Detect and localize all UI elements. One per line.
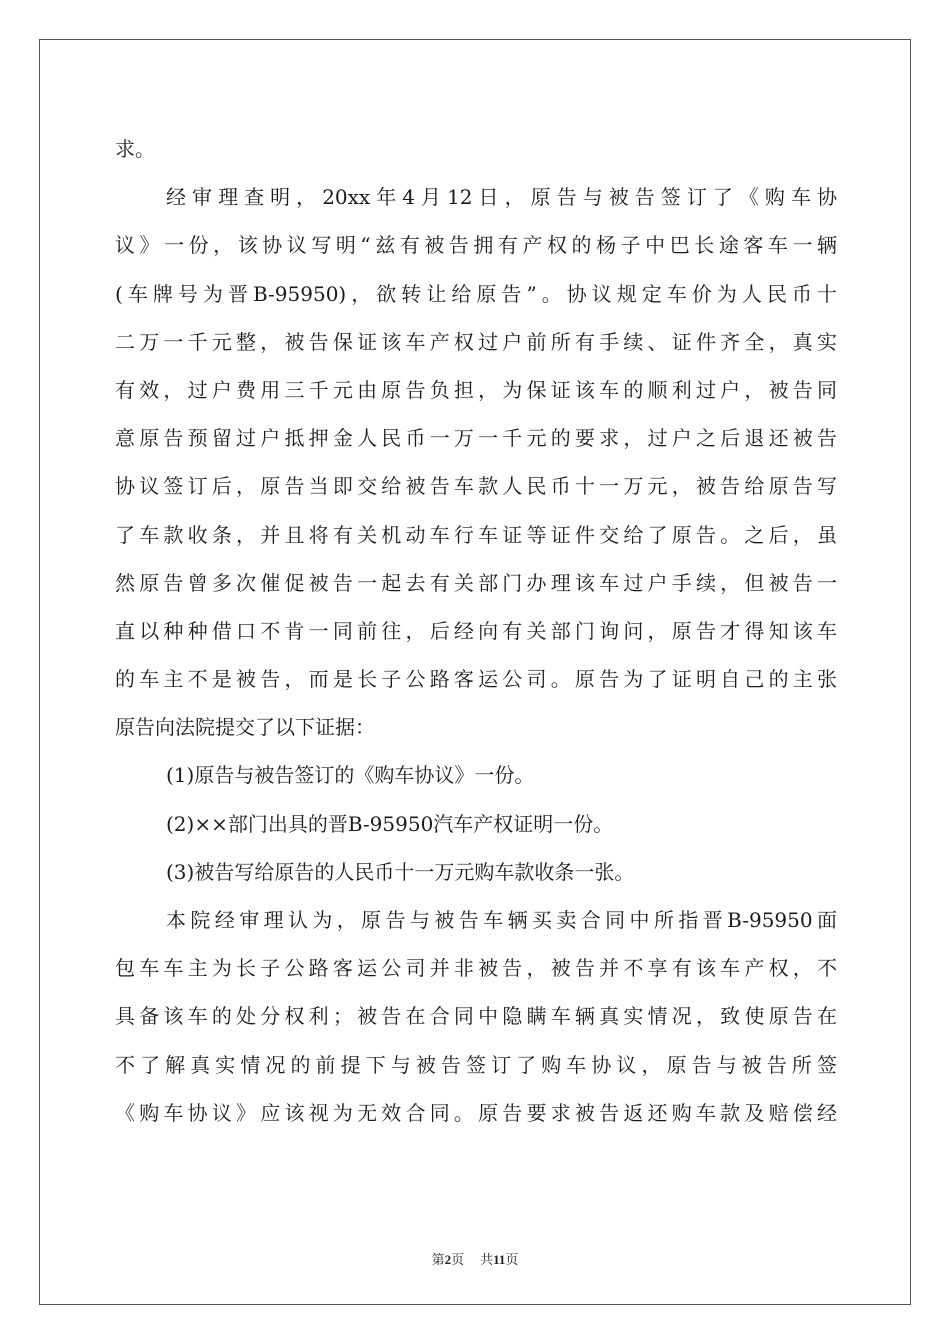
document-body: [115, 125, 837, 1137]
text-line: 直以种种借口不肯一同前往，后经向有关部门询问，原告才得知该车: [115, 618, 837, 643]
text-line: (3)被告写给原告的人民币十一万元购车款收条一张。: [166, 859, 635, 884]
text-line: 的车主不是被告，而是长子公路客运公司。原告为了证明自己的主张: [115, 667, 837, 692]
text-line: 求。: [115, 137, 155, 161]
text-line: 然原告曾多次催促被告一起去有关部门办理该车过户手续，但被告一: [115, 570, 837, 595]
page-number: 2: [444, 1252, 452, 1267]
page-prefix: 第: [431, 1252, 445, 1267]
total-suffix: 页: [505, 1252, 519, 1267]
text-line: 有效，过户费用三千元由原告负担，为保证该车的顺利过户，被告同: [115, 377, 837, 402]
text-line: 经审理查明，20xx年4月12日，原告与被告签订了《购车协: [166, 185, 837, 210]
text-line: 本院经审理认为，原告与被告车辆买卖合同中所指晋B-95950面: [166, 908, 837, 932]
text-line: 具备该车的处分权利；被告在合同中隐瞒车辆真实情况，致使原告在: [115, 1004, 837, 1029]
text-line: 不了解真实情况的前提下与被告签订了购车协议，原告与被告所签: [115, 1052, 837, 1077]
page-footer: [0, 1249, 950, 1268]
text-line: 了车款收条，并且将有关机动车行车证等证件交给了原告。之后，虽: [115, 522, 837, 547]
text-line: 意原告预留过户抵押金人民币一万一千元的要求，过户之后退还被告: [115, 426, 837, 451]
text-line: 《购车协议》应该视为无效合同。原告要求被告返还购车款及赔偿经: [115, 1100, 837, 1125]
text-line: (2)××部门出具的晋B-95950汽车产权证明一份。: [166, 811, 614, 836]
total-prefix: 共: [480, 1252, 494, 1267]
text-line: (车牌号为晋B-95950)，欲转让给原告”。协议规定车价为人民币十: [115, 281, 837, 306]
text-line: (1)原告与被告签订的《购车协议》一份。: [166, 763, 535, 788]
text-line: 协议签订后，原告当即交给被告车款人民币十一万元，被告给原告写: [115, 474, 837, 499]
text-line: 原告向法院提交了以下证据：: [115, 715, 375, 740]
text-line: 包车车主为长子公路客运公司并非被告，被告并不享有该车产权，不: [115, 956, 837, 981]
total-pages: 11: [493, 1252, 506, 1267]
text-line: 二万一千元整，被告保证该车产权过户前所有手续、证件齐全，真实: [115, 329, 837, 354]
page-suffix: 页: [451, 1252, 465, 1267]
text-line: 议》一份，该协议写明“兹有被告拥有产权的杨子中巴长途客车一辆: [115, 233, 837, 258]
